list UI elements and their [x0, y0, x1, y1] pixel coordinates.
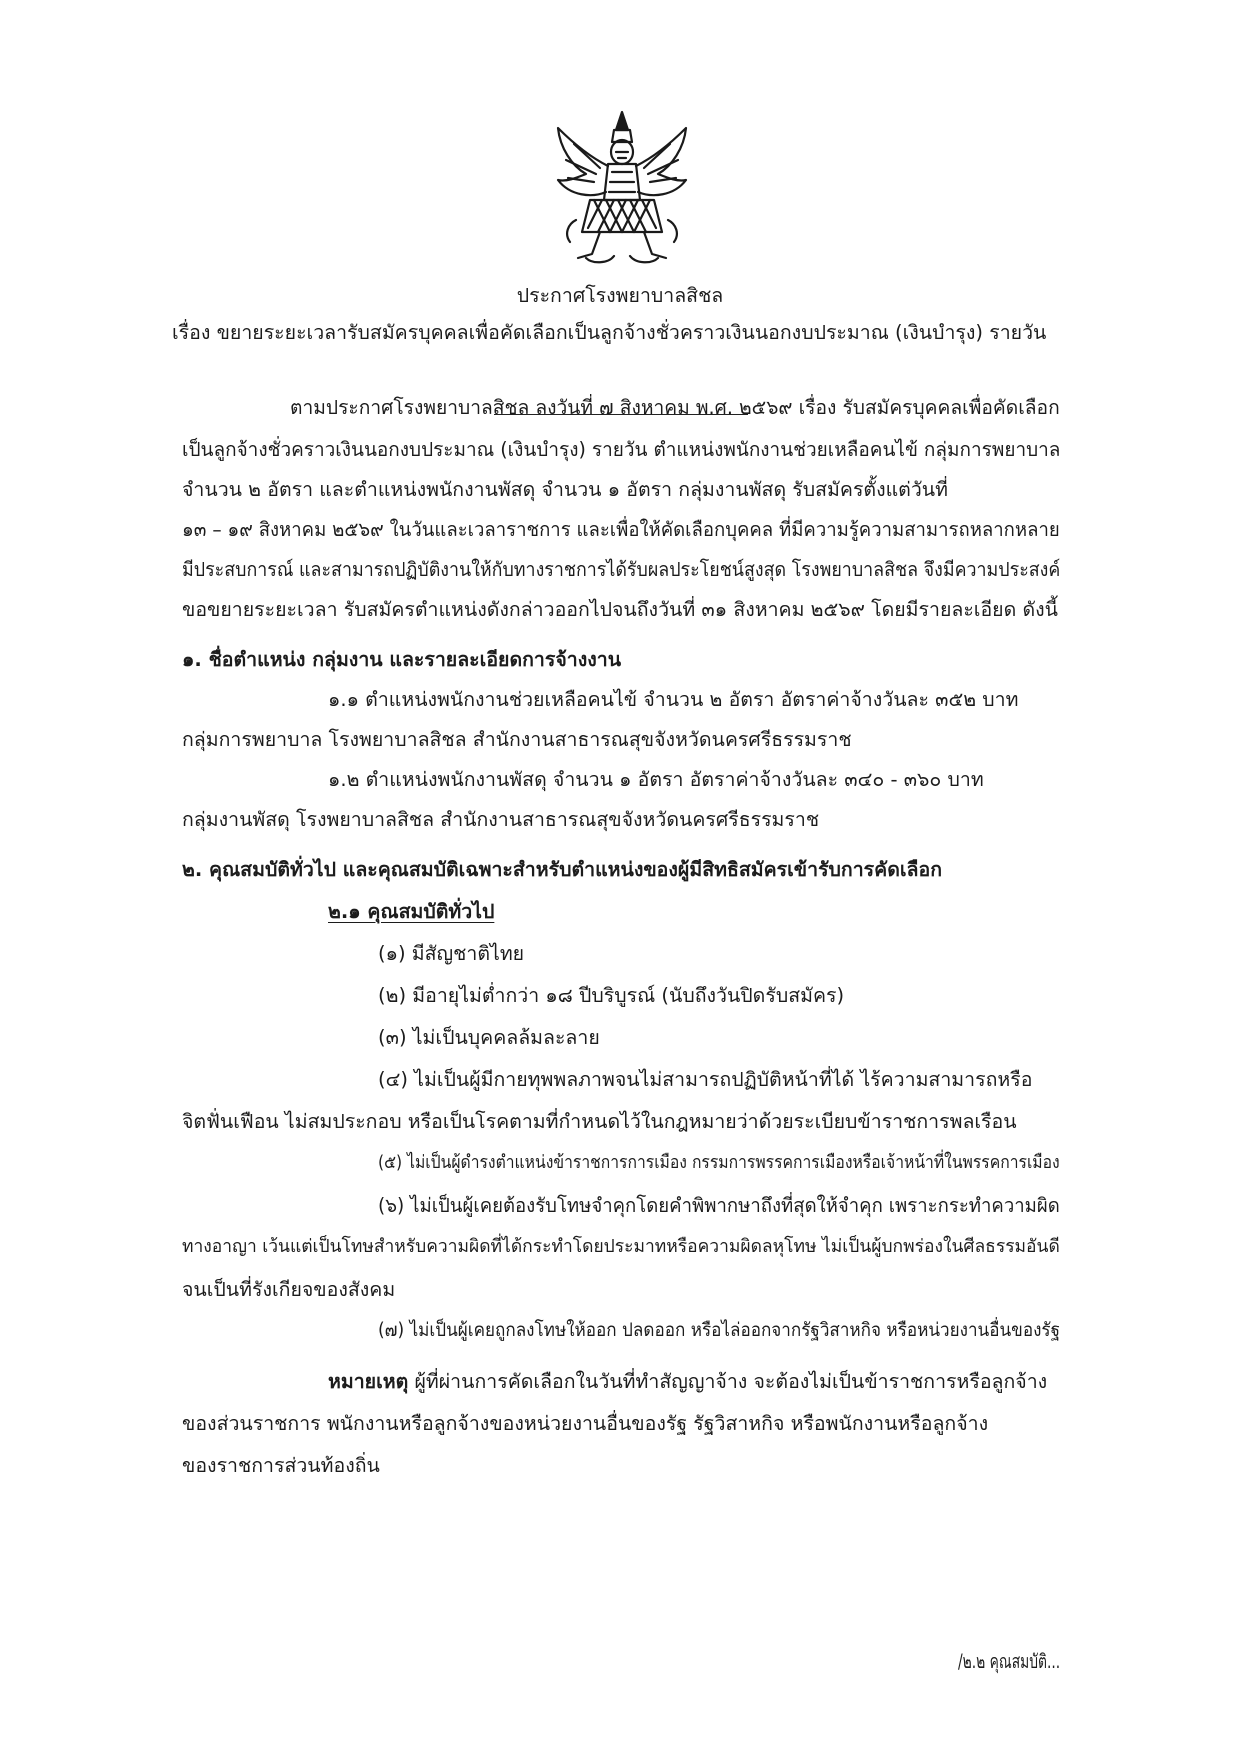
qualification-item: (๖) ไม่เป็นผู้เคยต้องรับโทษจำคุกโดยคำพิพากษาถึงที่สุดให้จำคุก เพราะกระทำความผิด — [378, 1194, 1060, 1217]
qualification-item: (๕) ไม่เป็นผู้ดำรงตำแหน่งข้าราชการการเมือง กรรมการพรรคการเมืองหรือเจ้าหน้าที่ในพรรคการเมือง — [378, 1152, 1060, 1173]
continuation-marker: /๒.๒ คุณสมบัติ... — [958, 1650, 1061, 1673]
intro-line: มีประสบการณ์ และสามารถปฏิบัติงานให้กับทางราชการได้รับผลประโยชน์สูงสุด โรงพยาบาลสิชล จึงมีความประสงค์ — [182, 558, 1061, 581]
note-line: ของราชการส่วนท้องถิ่น — [182, 1454, 380, 1477]
qualification-continuation: จนเป็นที่รังเกียจของสังคม — [182, 1278, 396, 1301]
qualification-item: (๔) ไม่เป็นผู้มีกายทุพพลภาพจนไม่สามารถปฏิบัติหน้าที่ได้ ไร้ความสามารถหรือ — [378, 1068, 1033, 1091]
subject-line: เรื่อง ขยายระยะเวลารับสมัครบุคคลเพื่อคัดเลือกเป็นลูกจ้างชั่วคราวเงินนอกงบประมาณ (เงินบำรุง) รายวัน — [172, 321, 1047, 344]
garuda-emblem-icon — [552, 108, 692, 266]
issuer-title: ประกาศโรงพยาบาลสิชล — [516, 284, 724, 307]
note-text: ผู้ที่ผ่านการคัดเลือกในวันที่ทำสัญญาจ้าง จะต้องไม่เป็นข้าราชการหรือลูกจ้าง — [408, 1370, 1048, 1393]
qualification-item: (๓) ไม่เป็นบุคคลล้มละลาย — [378, 1026, 600, 1049]
position-detail: กลุ่มการพยาบาล โรงพยาบาลสิชล สำนักงานสาธารณสุขจังหวัดนครศรีธรรมราช — [182, 728, 852, 751]
qualification-item: (๗) ไม่เป็นผู้เคยถูกลงโทษให้ออก ปลดออก หรือไล่ออกจากรัฐวิสาหกิจ หรือหน่วยงานอื่นของรัฐ — [378, 1320, 1061, 1341]
qualification-item: (๑) มีสัญชาติไทย — [378, 942, 525, 965]
section-2-1-subheading: ๒.๑ คุณสมบัติทั่วไป — [328, 900, 495, 923]
section-2-heading: ๒. คุณสมบัติทั่วไป และคุณสมบัติเฉพาะสำหรับตำแหน่งของผู้มีสิทธิสมัครเข้ารับการคัดเลือก — [182, 858, 942, 881]
section-1-heading: ๑. ชื่อตำแหน่ง กลุ่มงาน และรายละเอียดการจ้างงาน — [182, 648, 622, 671]
intro-line: ขอขยายระยะเวลา รับสมัครตำแหน่งดังกล่าวออกไปจนถึงวันที่ ๓๑ สิงหาคม ๒๕๖๙ โดยมีรายละเอียด ดังนี้ — [182, 598, 1058, 621]
intro-line: ๑๓ – ๑๙ สิงหาคม ๒๕๖๙ ในวันและเวลาราชการ และเพื่อให้คัดเลือกบุคคล ที่มีความรู้ความสามารถหลากหลาย — [182, 518, 1060, 541]
position-detail: กลุ่มงานพัสดุ โรงพยาบาลสิชล สำนักงานสาธารณสุขจังหวัดนครศรีธรรมราช — [182, 808, 820, 831]
qualification-continuation: จิตฟั่นเฟือน ไม่สมประกอบ หรือเป็นโรคตามที่กำหนดไว้ในกฎหมายว่าด้วยระเบียบข้าราชการพลเรือน — [182, 1110, 1017, 1133]
note-line — [328, 1372, 1047, 1392]
position-item: ๑.๑ ตำแหน่งพนักงานช่วยเหลือคนไข้ จำนวน ๒ อัตรา อัตราค่าจ้างวันละ ๓๕๒ บาท — [328, 688, 1019, 711]
intro-line: ตามประกาศโรงพยาบาลสิชล ลงวันที่ ๗ สิงหาคม พ.ศ. ๒๕๖๙ เรื่อง รับสมัครบุคคลเพื่อคัดเลือก — [290, 396, 1060, 419]
intro-line: จำนวน ๒ อัตรา และตำแหน่งพนักงานพัสดุ จำนวน ๑ อัตรา กลุ่มงานพัสดุ รับสมัครตั้งแต่วันที่ — [182, 478, 948, 501]
qualification-item: (๒) มีอายุไม่ต่ำกว่า ๑๘ ปีบริบูรณ์ (นับถึงวันปิดรับสมัคร) — [378, 984, 845, 1007]
qualification-continuation: ทางอาญา เว้นแต่เป็นโทษสำหรับความผิดที่ได้กระทำโดยประมาทหรือความผิดลหุโทษ ไม่เป็นผู้บกพร่องในศีลธรรมอันดี — [182, 1236, 1060, 1257]
position-item: ๑.๒ ตำแหน่งพนักงานพัสดุ จำนวน ๑ อัตรา อัตราค่าจ้างวันละ ๓๔๐ - ๓๖๐ บาท — [328, 768, 984, 791]
note-line: ของส่วนราชการ พนักงานหรือลูกจ้างของหน่วยงานอื่นของรัฐ รัฐวิสาหกิจ หรือพนักงานหรือลูกจ้าง — [182, 1412, 989, 1435]
intro-line: เป็นลูกจ้างชั่วคราวเงินนอกงบประมาณ (เงินบำรุง) รายวัน ตำแหน่งพนักงานช่วยเหลือคนไข้ กลุ่มการพยาบาล — [182, 438, 1061, 461]
note-label: หมายเหตุ — [328, 1370, 409, 1393]
